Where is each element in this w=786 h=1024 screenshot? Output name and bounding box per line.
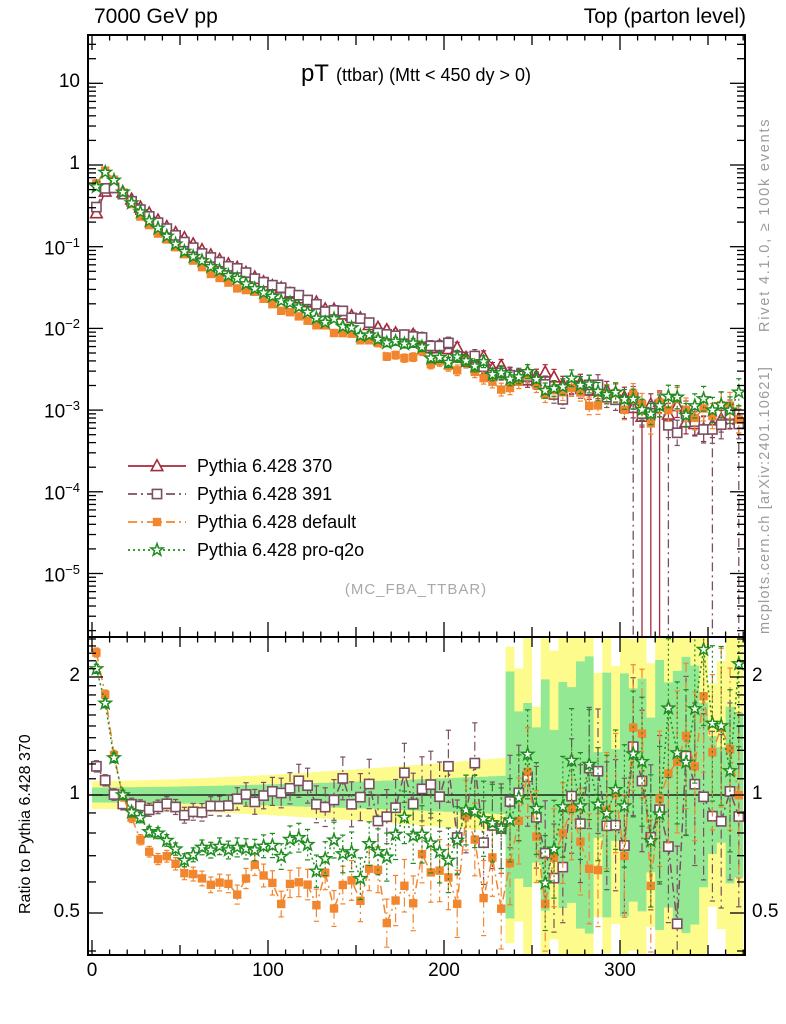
plot-title	[301, 60, 531, 88]
tick-base: 10	[44, 483, 66, 505]
legend-sample-pro-q2o	[126, 539, 188, 561]
ratio-y-tick-label-left: 2	[69, 664, 80, 686]
legend-item-default	[126, 508, 364, 536]
ratio-y-axis-title: Ratio to Pythia 6.428 370	[17, 734, 34, 914]
legend-sample-370	[126, 455, 188, 477]
legend-label: Pythia 6.428 default	[197, 511, 357, 532]
x-tick-label: 300	[604, 960, 636, 981]
tick-exponent: −3	[65, 398, 80, 414]
legend	[126, 452, 364, 564]
ratio-y-tick-label-left: 1	[69, 783, 80, 804]
mcplots-reference-label: mcplots.cern.ch [arXiv:2401.10621]	[757, 365, 773, 634]
tick-base: 10	[44, 238, 66, 260]
main-y-tick-label	[0, 398, 80, 423]
beam-energy-label: 7000 GeV pp	[94, 5, 218, 28]
tick-exponent: −5	[65, 561, 80, 577]
legend-label: Pythia 6.428 391	[197, 483, 333, 504]
tick-base: 10	[58, 71, 80, 93]
main-series-default	[92, 166, 743, 434]
main-y-tick-label	[0, 480, 80, 505]
tick-exponent: −1	[65, 234, 80, 250]
rivet-version-label: Rivet 4.1.0, ≥ 100k events	[757, 117, 773, 332]
tick-base: 10	[44, 564, 66, 586]
x-tick-label: 100	[252, 960, 284, 981]
legend-sample-default	[126, 511, 188, 533]
tick-base: 10	[44, 401, 66, 423]
tick-exponent: −2	[65, 316, 80, 332]
legend-label: Pythia 6.428 pro-q2o	[197, 539, 365, 560]
main-y-tick-label	[0, 562, 80, 587]
main-series-pro-q2o	[90, 166, 745, 427]
ratio-y-tick-label-left: 0.5	[53, 901, 80, 922]
legend-item-370	[126, 452, 364, 480]
legend-item-391	[126, 480, 364, 508]
ratio-y-tick-label-right: 2	[752, 664, 763, 686]
main-y-tick-label	[0, 316, 80, 341]
legend-label: Pythia 6.428 370	[197, 455, 333, 476]
main-y-tick-label	[0, 71, 80, 93]
tick-exponent: −4	[65, 479, 80, 495]
tick-base: 10	[44, 319, 66, 341]
plot-title-observable: pT	[300, 60, 329, 87]
x-tick-label: 0	[86, 960, 98, 981]
main-y-tick-label	[0, 235, 80, 260]
analysis-watermark: (MC_FBA_TTBAR)	[344, 581, 488, 598]
main-y-tick-label	[0, 153, 80, 175]
legend-item-pro-q2o	[126, 536, 364, 564]
x-tick-label: 200	[428, 960, 460, 981]
ratio-y-tick-label-right: 0.5	[752, 901, 779, 922]
tick-base: 1	[69, 153, 80, 174]
ratio-y-tick-label-right: 1	[752, 783, 763, 804]
analysis-level-label: Top (parton level)	[583, 5, 746, 28]
legend-sample-391	[126, 483, 188, 505]
plot-title-selection: (ttbar) (Mtt < 450 dy > 0)	[335, 65, 532, 85]
